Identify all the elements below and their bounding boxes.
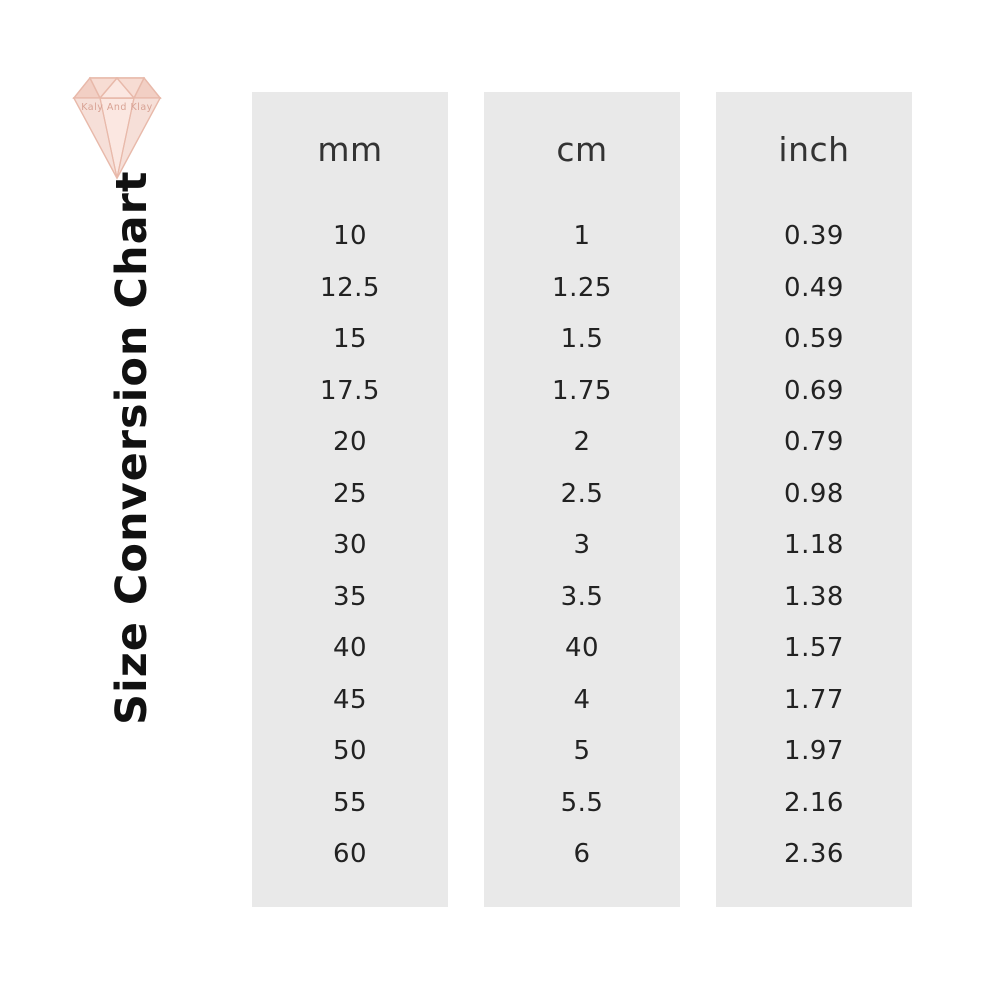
cell-inch: 0.98 — [784, 478, 844, 509]
column-header-mm: mm — [317, 130, 383, 169]
page-title: Size Conversion Chart — [107, 170, 157, 725]
conversion-table — [252, 92, 952, 907]
cell-inch: 0.69 — [784, 375, 844, 406]
cell-inch: 1.38 — [784, 581, 844, 612]
cell-mm: 12.5 — [320, 272, 380, 303]
column-mm — [252, 92, 448, 907]
cell-cm: 40 — [564, 633, 600, 663]
cell-mm: 35 — [332, 581, 368, 612]
cell-cm: 4 — [573, 684, 591, 715]
cell-mm: 17.5 — [320, 375, 380, 406]
column-cm — [484, 92, 680, 907]
cell-inch: 1.57 — [784, 633, 844, 663]
cell-mm: 25 — [332, 478, 368, 509]
cell-cm: 1.25 — [552, 272, 612, 303]
cell-mm: 60 — [332, 839, 368, 869]
cell-inch: 0.49 — [784, 272, 844, 303]
cell-inch: 1.97 — [784, 736, 844, 766]
cell-cm: 2.5 — [560, 478, 604, 509]
cell-cm: 1.5 — [560, 324, 604, 354]
column-header-inch: inch — [778, 130, 850, 169]
diamond-icon — [74, 78, 160, 178]
cell-cm: 3.5 — [560, 581, 604, 612]
column-header-cm: cm — [556, 130, 608, 169]
cell-mm: 15 — [332, 324, 368, 354]
cell-mm: 10 — [332, 221, 368, 251]
cell-cm: 5 — [573, 736, 591, 766]
column-inch — [716, 92, 912, 907]
column-values-cm — [484, 211, 680, 881]
brand-name: Kaly And Klay — [81, 102, 153, 113]
column-values-mm — [252, 211, 448, 881]
cell-mm: 45 — [332, 684, 368, 715]
cell-cm: 3 — [573, 530, 591, 560]
cell-inch: 1.18 — [784, 530, 844, 560]
cell-inch: 0.59 — [784, 324, 844, 354]
cell-mm: 50 — [332, 736, 368, 766]
cell-inch: 2.16 — [784, 787, 844, 818]
cell-mm: 30 — [332, 530, 368, 560]
column-values-inch — [716, 211, 912, 881]
cell-cm: 6 — [573, 839, 591, 869]
cell-cm: 2 — [573, 427, 591, 457]
cell-inch: 0.39 — [784, 221, 844, 251]
cell-cm: 5.5 — [560, 787, 604, 818]
cell-cm: 1.75 — [552, 375, 612, 406]
cell-inch: 1.77 — [784, 684, 844, 715]
cell-mm: 55 — [332, 787, 368, 818]
cell-inch: 2.36 — [784, 839, 844, 869]
cell-inch: 0.79 — [784, 427, 844, 457]
cell-cm: 1 — [573, 221, 591, 251]
cell-mm: 40 — [332, 633, 368, 663]
cell-mm: 20 — [332, 427, 368, 457]
